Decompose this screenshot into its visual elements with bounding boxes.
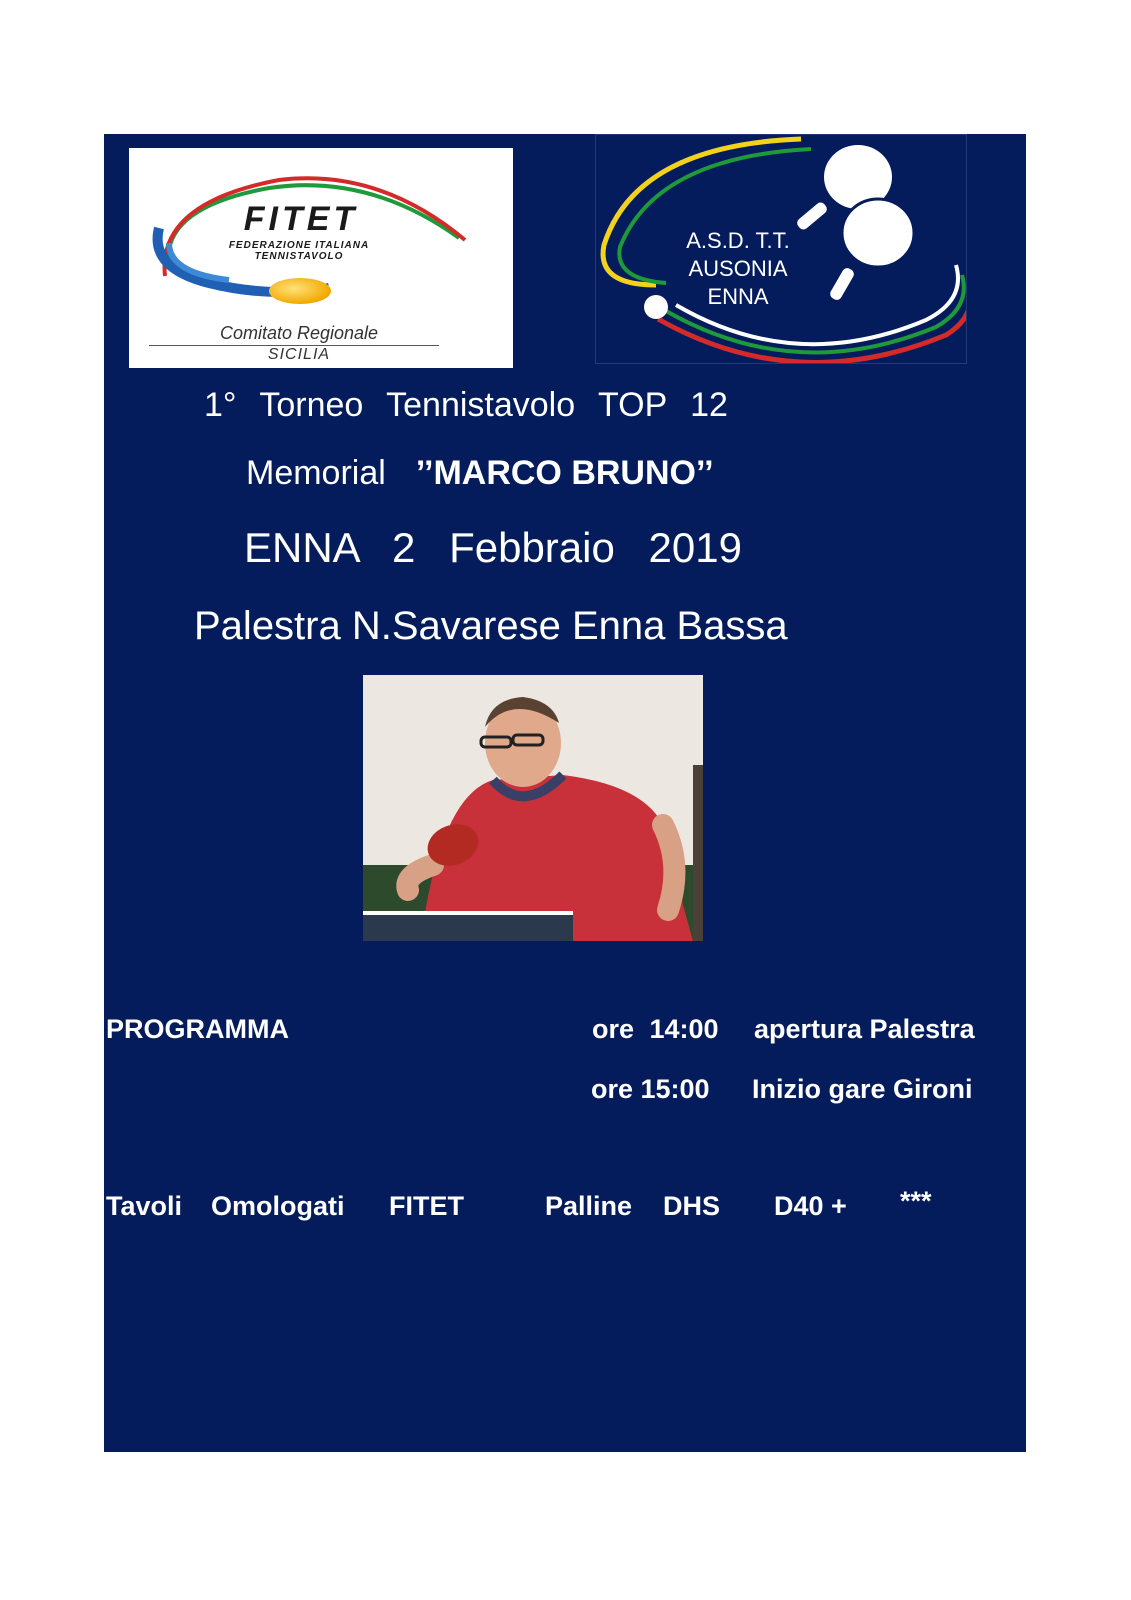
fitet-wordmark: FITET — [243, 200, 359, 238]
programma-label: PROGRAMMA — [106, 1014, 289, 1044]
footer-stars: *** — [900, 1186, 932, 1216]
footer-tavoli: Tavoli — [106, 1191, 183, 1221]
schedule-event: Inizio gare Gironi — [752, 1074, 973, 1104]
paddle-icon — [828, 199, 914, 302]
memorial-name: ’’MARCO BRUNO’’ — [415, 454, 714, 492]
memorial-line — [246, 454, 714, 493]
ausonia-line: AUSONIA — [688, 256, 788, 281]
poster — [104, 134, 1026, 1452]
ausonia-line: A.S.D. T.T. — [686, 228, 790, 253]
ball-icon — [269, 278, 331, 304]
tournament-title: 1° Torneo Tennistavolo TOP 12 — [204, 386, 728, 424]
fitet-federation-text: FEDERAZIONE ITALIANA TENNISTAVOLO — [228, 240, 370, 262]
schedule-time: ore 15:00 — [591, 1074, 710, 1104]
player-photo-graphic — [363, 675, 703, 941]
ausonia-line: ENNA — [707, 284, 769, 309]
ausonia-logo — [595, 134, 967, 364]
ausonia-name — [658, 227, 818, 311]
date-line: ENNA 2 Febbraio 2019 — [244, 524, 742, 571]
footer-fitet: FITET — [389, 1191, 464, 1221]
fitet-logo — [129, 148, 513, 368]
footer-omologati: Omologati — [211, 1191, 345, 1221]
fitet-comitato-text: Comitato Regionale — [219, 323, 379, 343]
footer-dhs: DHS — [663, 1191, 721, 1221]
memorial-prefix: Memorial — [246, 454, 386, 492]
footer-palline: Palline — [545, 1191, 633, 1221]
fitet-region-text: SICILIA — [267, 346, 331, 363]
venue-line: Palestra N.Savarese Enna Bassa — [194, 604, 788, 648]
footer-d40: D40 + — [774, 1191, 847, 1221]
player-photo — [363, 675, 703, 941]
schedule-event: apertura Palestra — [754, 1014, 975, 1044]
schedule-time: ore 14:00 — [592, 1014, 719, 1044]
